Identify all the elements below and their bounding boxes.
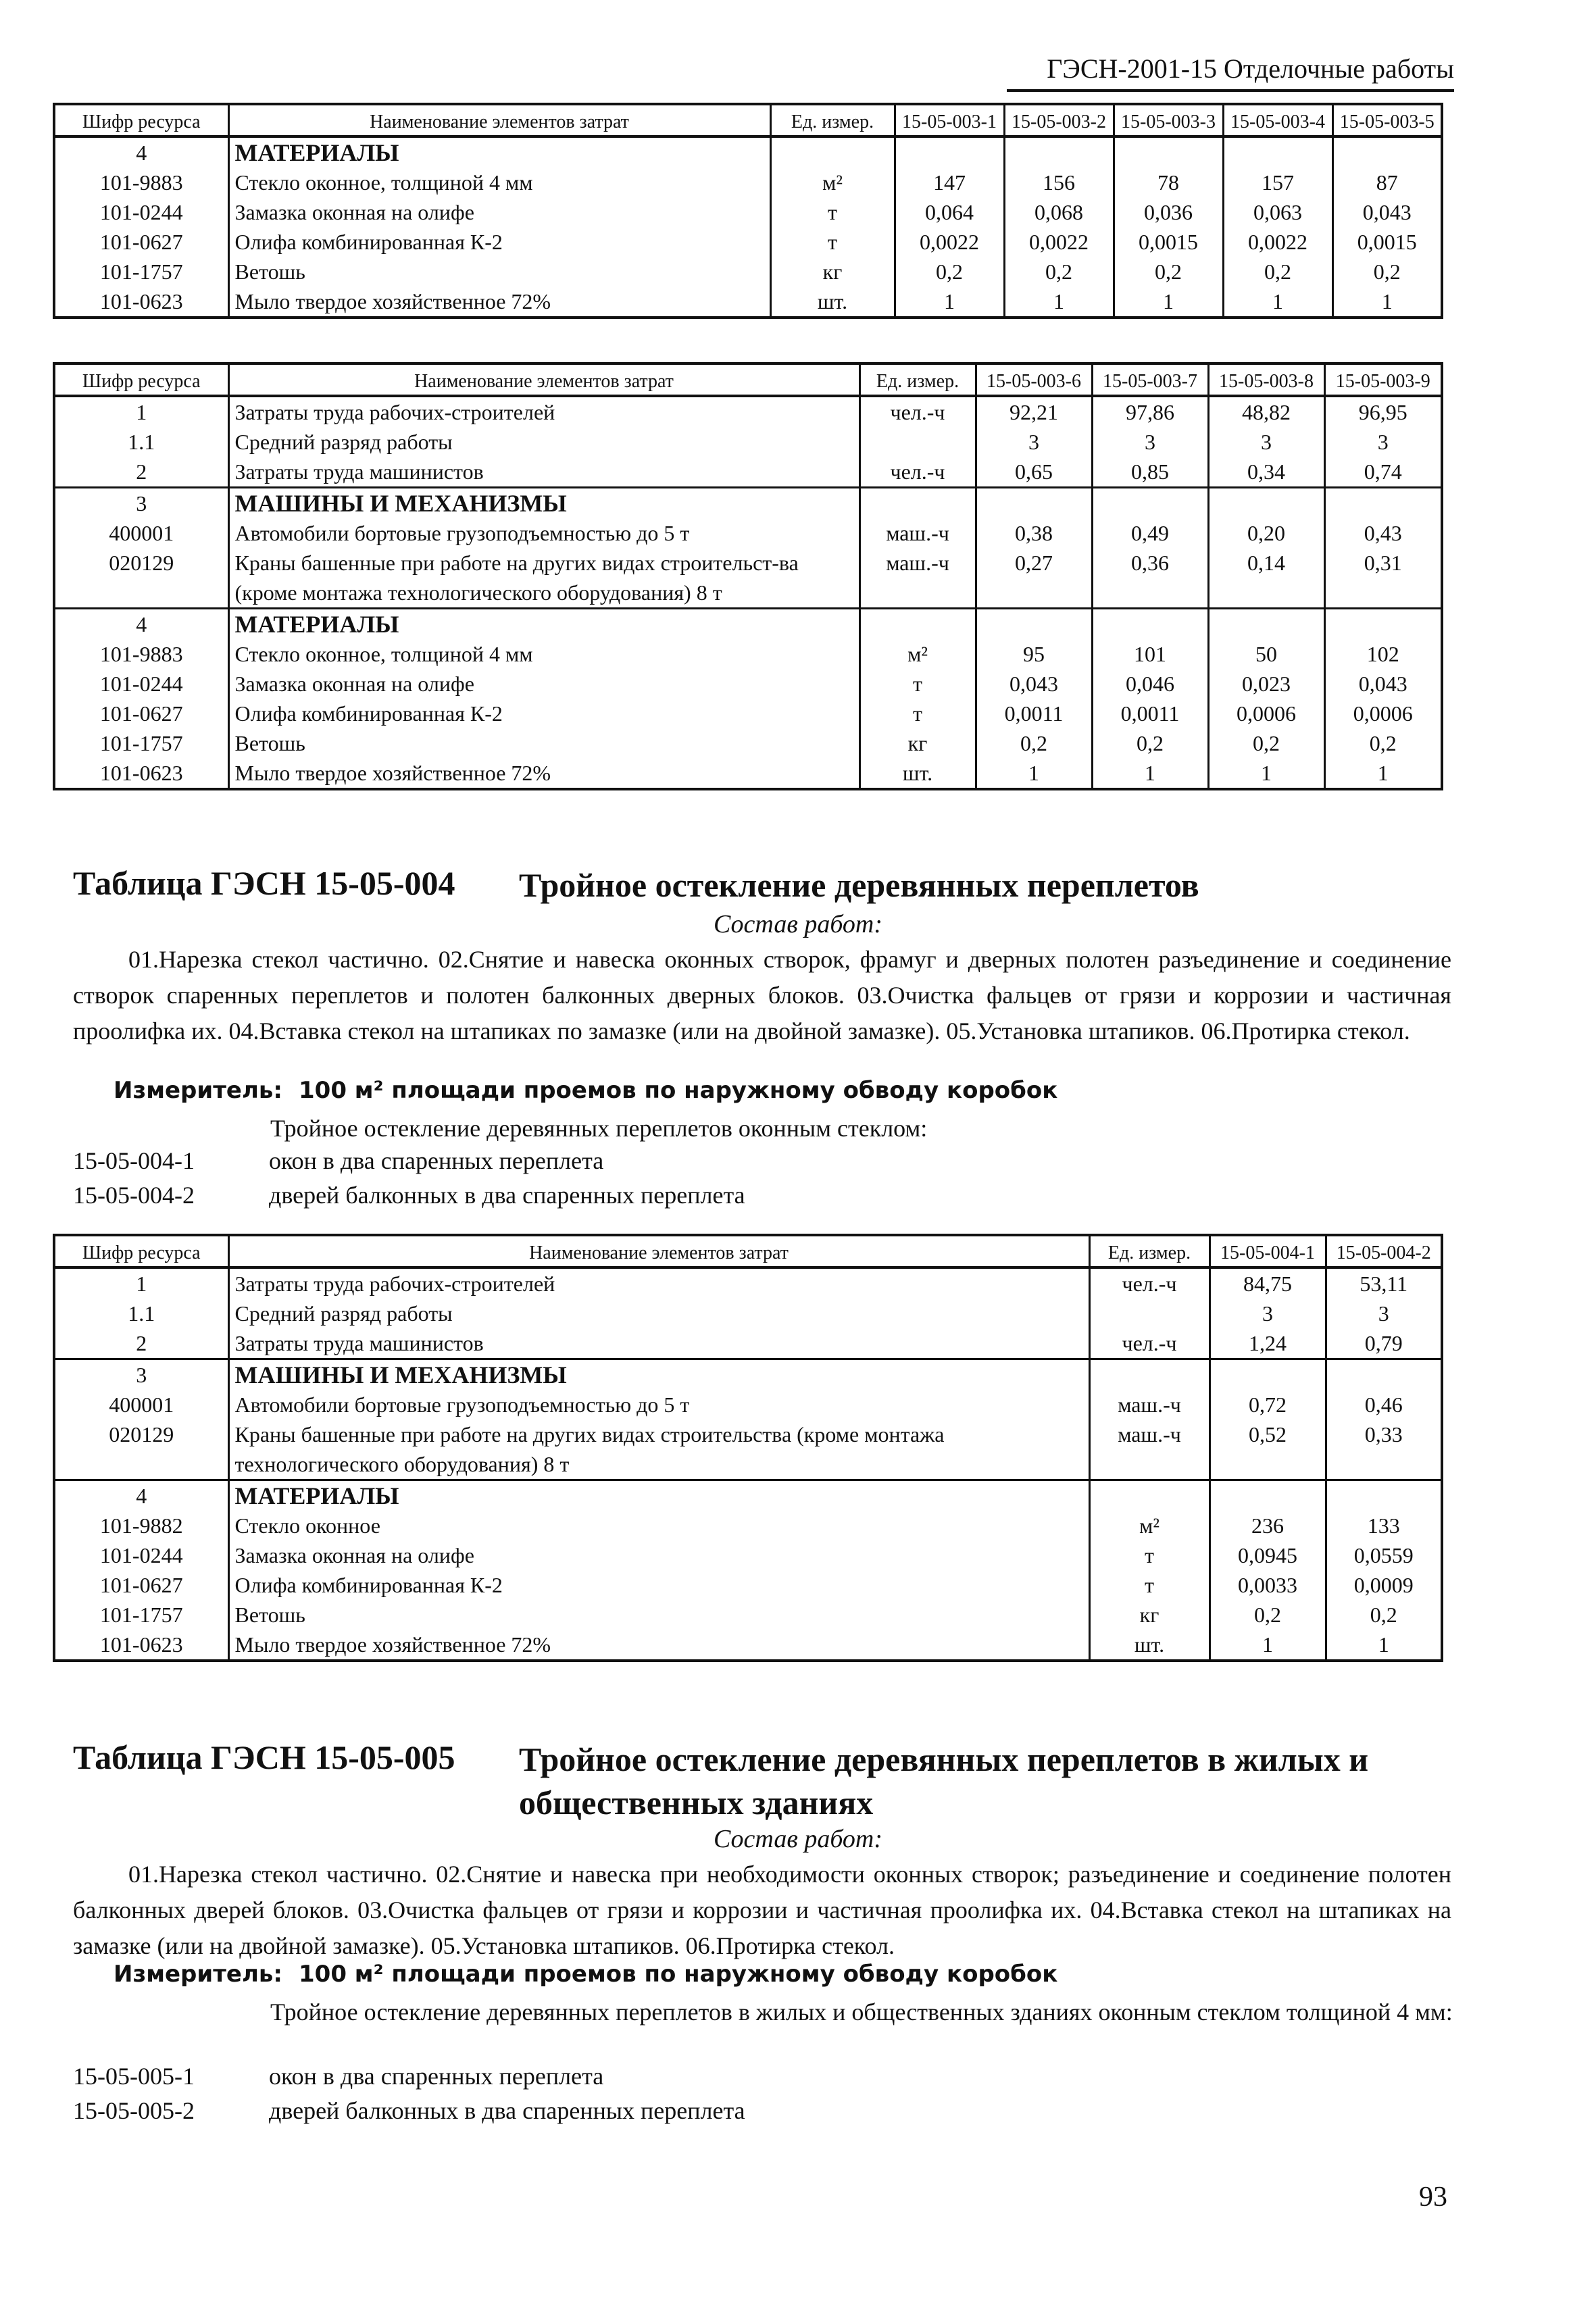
value-cell: 0,46 [1326,1390,1442,1419]
value-cell [1210,1480,1326,1511]
column-header-norm: 15-05-003-9 [1324,363,1442,396]
resource-name-cell: Стекло оконное [228,1511,1089,1540]
section-row [54,136,1442,168]
value-cell: 97,86 [1092,396,1208,427]
norm-item-code: 15-05-005-2 [73,2097,195,2124]
resource-name-cell: Мыло твердое хозяйственное 72% [228,758,859,789]
unit-cell: т [859,669,976,699]
value-cell: 0,023 [1208,669,1324,699]
meter-label: Измеритель: [114,1961,282,1988]
unit-cell [1089,1359,1210,1390]
value-cell: 1 [1223,286,1332,318]
value-cell: 0,0006 [1208,699,1324,728]
value-cell: 0,52 [1210,1419,1326,1480]
table-row [54,728,1442,758]
value-cell: 0,2 [1210,1600,1326,1630]
unit-cell [1089,1480,1210,1511]
resource-code-cell: 101-0244 [54,1540,228,1570]
value-cell: 1,24 [1210,1328,1326,1359]
table-row [54,548,1442,609]
resource-code-cell: 101-0627 [54,699,228,728]
value-cell: 0,043 [976,669,1092,699]
value-cell: 0,34 [1208,457,1324,488]
resource-name-cell: Затраты труда машинистов [228,457,859,488]
column-header-norm: 15-05-003-1 [895,104,1004,136]
table-row [54,257,1442,286]
value-cell: 1 [1208,758,1324,789]
resource-table-003-6-9 [53,362,1443,790]
unit-cell: т [859,699,976,728]
value-cell: 3 [1092,427,1208,457]
value-cell: 53,11 [1326,1267,1442,1299]
value-cell: 101 [1092,639,1208,669]
value-cell: 48,82 [1208,396,1324,427]
value-cell: 147 [895,168,1004,197]
value-cell: 0,2 [1114,257,1223,286]
resource-code-cell: 400001 [54,518,228,548]
value-cell: 0,0022 [1223,227,1332,257]
resource-code-cell: 400001 [54,1390,228,1419]
table-row [54,396,1442,427]
value-cell: 3 [1326,1299,1442,1328]
table-number: Таблица ГЭСН 15-05-004 [73,864,455,902]
norm-item-text: окон в два спаренных переплета [269,1147,604,1174]
value-cell: 87 [1332,168,1442,197]
resource-table-004 [53,1234,1443,1662]
work-composition-text: 01.Нарезка стекол частично. 02.Снятие и навеска оконных створок, фрамуг и дверных полотен разъединение и соединение створок спаренных переплетов и полотен балконных дверных блоков. 03.Очистка фальцев от грязи и коррозии и частичная проолифка их. 04.Вставка стекол на штапиках по замазке (или на двойной замазке). 05.Установка штапиков. 06.Протирка стекол. [73,946,1451,1045]
unit-cell: м² [770,168,895,197]
value-cell: 0,043 [1324,669,1442,699]
unit-cell [859,609,976,640]
norm-subtitle: Тройное остекление деревянных переплетов в жилых и общественных зданиях оконным стеклом толщиной 4 мм: [270,1998,1453,2026]
meter-label: Измеритель: [114,1077,282,1104]
table-row [54,1267,1442,1299]
section-title-cell: МАТЕРИАЛЫ [228,609,859,640]
table-row [54,1630,1442,1661]
value-cell: 84,75 [1210,1267,1326,1299]
unit-cell: т [1089,1540,1210,1570]
resource-code-cell: 101-1757 [54,257,228,286]
resource-code-cell: 020129 [54,1419,228,1480]
value-cell: 0,0945 [1210,1540,1326,1570]
resource-name-cell: Мыло твердое хозяйственное 72% [228,1630,1089,1661]
value-cell: 0,0559 [1326,1540,1442,1570]
value-cell: 0,2 [1004,257,1114,286]
value-cell [1210,1359,1326,1390]
table-heading: Тройное остекление деревянных переплетов в жилых и общественных зданиях [519,1740,1369,1821]
norm-item-code: 15-05-005-1 [73,2063,195,2090]
value-cell: 0,0015 [1114,227,1223,257]
value-cell: 3 [1208,427,1324,457]
resource-name-cell: Ветошь [228,257,770,286]
column-header-norm: 15-05-003-6 [976,363,1092,396]
value-cell: 0,36 [1092,548,1208,609]
table-row [54,1299,1442,1328]
value-cell: 0,2 [1326,1600,1442,1630]
page-number: 93 [1419,2182,1447,2213]
running-header: ГЭСН-2001-15 Отделочные работы [1047,53,1454,84]
value-cell: 102 [1324,639,1442,669]
table-header-row [54,363,1442,396]
value-cell [1326,1480,1442,1511]
unit-cell: маш.-ч [1089,1419,1210,1480]
value-cell: 1 [1210,1630,1326,1661]
column-header-unit: Ед. измер. [1089,1235,1210,1267]
norm-item-text: дверей балконных в два спаренных переплета [269,1182,745,1209]
resource-name-cell: Средний разряд работы [228,1299,1089,1328]
value-cell [1004,136,1114,168]
work-composition-heading: Состав работ: [713,910,883,938]
value-cell: 0,0006 [1324,699,1442,728]
column-header-name: Наименование элементов затрат [228,363,859,396]
value-cell: 1 [1004,286,1114,318]
value-cell: 0,0011 [976,699,1092,728]
table-heading: Тройное остекление деревянных переплетов [519,866,1199,904]
resource-name-cell: Олифа комбинированная К-2 [228,1570,1089,1600]
value-cell: 0,85 [1092,457,1208,488]
column-header-code: Шифр ресурса [54,1235,228,1267]
norm-item-text: дверей балконных в два спаренных переплета [269,2097,745,2124]
value-cell: 0,0033 [1210,1570,1326,1600]
section-row [54,1359,1442,1390]
resource-code-cell: 101-1757 [54,1600,228,1630]
table-row [54,639,1442,669]
value-cell: 0,38 [976,518,1092,548]
unit-cell: кг [770,257,895,286]
column-header-norm: 15-05-003-5 [1332,104,1442,136]
section-title-cell: МАШИНЫ И МЕХАНИЗМЫ [228,1359,1089,1390]
value-cell: 0,49 [1092,518,1208,548]
value-cell: 0,65 [976,457,1092,488]
resource-name-cell: Замазка оконная на олифе [228,669,859,699]
section-title-cell: МАТЕРИАЛЫ [228,136,770,168]
unit-cell: чел.-ч [859,396,976,427]
table-row [54,1419,1442,1480]
unit-cell: маш.-ч [859,548,976,609]
resource-code-cell: 1.1 [54,1299,228,1328]
resource-name-cell: Затраты труда рабочих-строителей [228,1267,1089,1299]
unit-cell: маш.-ч [859,518,976,548]
norm-item-code: 15-05-004-2 [73,1182,195,1209]
resource-code-cell: 101-9883 [54,168,228,197]
resource-name-cell: Ветошь [228,1600,1089,1630]
resource-name-cell: Замазка оконная на олифе [228,197,770,227]
table-row [54,1540,1442,1570]
value-cell: 0,064 [895,197,1004,227]
value-cell: 0,74 [1324,457,1442,488]
column-header-norm: 15-05-004-1 [1210,1235,1326,1267]
meter-value: 100 м² площади проемов по наружному обводу коробок [299,1961,1058,1988]
table-row [54,1328,1442,1359]
value-cell [1208,609,1324,640]
section-row [54,488,1442,519]
value-cell: 0,31 [1324,548,1442,609]
resource-code-cell: 2 [54,457,228,488]
table-row [54,1390,1442,1419]
meter-line [114,1961,1057,1988]
resource-name-cell: Стекло оконное, толщиной 4 мм [228,639,859,669]
value-cell: 0,2 [1092,728,1208,758]
unit-cell: м² [859,639,976,669]
value-cell [1208,488,1324,519]
resource-code-cell: 4 [54,1480,228,1511]
value-cell: 0,0022 [895,227,1004,257]
work-composition-text: 01.Нарезка стекол частично. 02.Снятие и навеска при необходимости оконных створок; разъединение и соединение полотен балконных дверей блоков. 03.Очистка фальцев от грязи и коррозии и частичная проолифка их. 04.Вставка стекол на штапиках на замазке (или на двойной замазке). 05.Установка штапиков. 06.Протирка стекол. [73,1861,1451,1959]
resource-code-cell: 101-9883 [54,639,228,669]
table-header-row [54,1235,1442,1267]
header-rule [1007,89,1454,92]
value-cell: 0,72 [1210,1390,1326,1419]
table-row [54,1570,1442,1600]
value-cell [1223,136,1332,168]
table-row [54,427,1442,457]
resource-name-cell: Автомобили бортовые грузоподъемностью до 5 т [228,518,859,548]
value-cell: 236 [1210,1511,1326,1540]
unit-cell: шт. [1089,1630,1210,1661]
value-cell: 3 [1324,427,1442,457]
table-row [54,168,1442,197]
value-cell: 0,27 [976,548,1092,609]
value-cell [1324,488,1442,519]
value-cell: 0,0015 [1332,227,1442,257]
resource-code-cell: 020129 [54,548,228,609]
table-row [54,457,1442,488]
value-cell: 78 [1114,168,1223,197]
resource-name-cell: Олифа комбинированная К-2 [228,227,770,257]
resource-name-cell: Автомобили бортовые грузоподъемностью до 5 т [228,1390,1089,1419]
column-header-code: Шифр ресурса [54,363,228,396]
norm-item-text: окон в два спаренных переплета [269,2063,604,2090]
column-header-name: Наименование элементов затрат [228,104,770,136]
resource-code-cell: 1 [54,1267,228,1299]
value-cell: 0,33 [1326,1419,1442,1480]
value-cell: 0,2 [1324,728,1442,758]
value-cell: 1 [1324,758,1442,789]
resource-name-cell: Олифа комбинированная К-2 [228,699,859,728]
unit-cell: маш.-ч [1089,1390,1210,1419]
resource-code-cell: 4 [54,609,228,640]
value-cell: 0,0022 [1004,227,1114,257]
value-cell [1332,136,1442,168]
resource-code-cell: 101-0244 [54,197,228,227]
value-cell: 133 [1326,1511,1442,1540]
norm-item [73,1181,745,1209]
value-cell: 0,036 [1114,197,1223,227]
value-cell [1326,1359,1442,1390]
resource-name-cell: Затраты труда рабочих-строителей [228,396,859,427]
unit-cell [770,136,895,168]
resource-code-cell: 101-1757 [54,728,228,758]
value-cell [1324,609,1442,640]
value-cell: 0,063 [1223,197,1332,227]
unit-cell: чел.-ч [1089,1328,1210,1359]
value-cell: 96,95 [1324,396,1442,427]
value-cell: 1 [895,286,1004,318]
value-cell: 0,20 [1208,518,1324,548]
column-header-norm: 15-05-004-2 [1326,1235,1442,1267]
unit-cell: кг [1089,1600,1210,1630]
resource-code-cell: 101-0627 [54,227,228,257]
resource-code-cell: 101-9882 [54,1511,228,1540]
norm-item [73,2096,745,2125]
resource-name-cell: Стекло оконное, толщиной 4 мм [228,168,770,197]
meter-line [114,1077,1057,1104]
unit-cell: кг [859,728,976,758]
table-row [54,227,1442,257]
unit-cell: чел.-ч [1089,1267,1210,1299]
value-cell: 3 [1210,1299,1326,1328]
table-header-row [54,104,1442,136]
column-header-norm: 15-05-003-2 [1004,104,1114,136]
resource-code-cell: 4 [54,136,228,168]
table-row [54,758,1442,789]
value-cell: 92,21 [976,396,1092,427]
norm-item [73,2062,603,2090]
unit-cell: м² [1089,1511,1210,1540]
resource-code-cell: 101-0623 [54,1630,228,1661]
norm-item [73,1147,603,1175]
table-row [54,286,1442,318]
table-row [54,1511,1442,1540]
column-header-norm: 15-05-003-3 [1114,104,1223,136]
unit-cell: шт. [770,286,895,318]
value-cell: 0,2 [1223,257,1332,286]
unit-cell [1089,1299,1210,1328]
value-cell [1114,136,1223,168]
meter-value: 100 м² площади проемов по наружному обводу коробок [299,1077,1058,1104]
unit-cell: шт. [859,758,976,789]
value-cell: 0,043 [1332,197,1442,227]
resource-code-cell: 2 [54,1328,228,1359]
resource-table-003-1-5 [53,103,1443,319]
resource-code-cell: 3 [54,488,228,519]
norm-subtitle: Тройное остекление деревянных переплетов оконным стеклом: [270,1115,928,1142]
value-cell: 0,79 [1326,1328,1442,1359]
table-row [54,1600,1442,1630]
unit-cell: т [770,197,895,227]
section-title-cell: МАШИНЫ И МЕХАНИЗМЫ [228,488,859,519]
value-cell: 1 [1114,286,1223,318]
column-header-norm: 15-05-003-8 [1208,363,1324,396]
column-header-code: Шифр ресурса [54,104,228,136]
table-number: Таблица ГЭСН 15-05-005 [73,1738,455,1776]
value-cell: 0,14 [1208,548,1324,609]
table-row [54,669,1442,699]
resource-name-cell: Затраты труда машинистов [228,1328,1089,1359]
resource-name-cell: Краны башенные при работе на других видах строительства (кроме монтажа технологического оборудования) 8 т [228,1419,1089,1480]
value-cell [1092,609,1208,640]
column-header-norm: 15-05-003-4 [1223,104,1332,136]
resource-code-cell: 101-0623 [54,286,228,318]
table-row [54,518,1442,548]
resource-code-cell: 1.1 [54,427,228,457]
value-cell: 0,0011 [1092,699,1208,728]
value-cell: 0,2 [1332,257,1442,286]
value-cell: 0,2 [1208,728,1324,758]
value-cell: 0,43 [1324,518,1442,548]
norm-item-code: 15-05-004-1 [73,1147,195,1174]
resource-name-cell: Краны башенные при работе на других видах строительст-ва (кроме монтажа технологического оборудования) 8 т [228,548,859,609]
resource-name-cell: Ветошь [228,728,859,758]
unit-cell [859,488,976,519]
column-header-unit: Ед. измер. [770,104,895,136]
section-row [54,609,1442,640]
resource-code-cell: 3 [54,1359,228,1390]
value-cell: 1 [1332,286,1442,318]
resource-code-cell: 101-0623 [54,758,228,789]
column-header-unit: Ед. измер. [859,363,976,396]
resource-code-cell: 101-0244 [54,669,228,699]
table-row [54,699,1442,728]
value-cell [1092,488,1208,519]
column-header-norm: 15-05-003-7 [1092,363,1208,396]
unit-cell [859,427,976,457]
value-cell: 1 [1092,758,1208,789]
section-title-cell: МАТЕРИАЛЫ [228,1480,1089,1511]
resource-code-cell: 101-0627 [54,1570,228,1600]
unit-cell: чел.-ч [859,457,976,488]
value-cell [976,488,1092,519]
value-cell: 0,2 [976,728,1092,758]
resource-code-cell: 1 [54,396,228,427]
value-cell: 0,046 [1092,669,1208,699]
resource-name-cell: Замазка оконная на олифе [228,1540,1089,1570]
unit-cell: т [1089,1570,1210,1600]
value-cell: 156 [1004,168,1114,197]
resource-name-cell: Мыло твердое хозяйственное 72% [228,286,770,318]
value-cell: 0,068 [1004,197,1114,227]
value-cell: 3 [976,427,1092,457]
value-cell: 0,0009 [1326,1570,1442,1600]
resource-name-cell: Средний разряд работы [228,427,859,457]
value-cell: 95 [976,639,1092,669]
work-composition-heading: Состав работ: [713,1825,883,1853]
value-cell [895,136,1004,168]
value-cell [976,609,1092,640]
value-cell: 157 [1223,168,1332,197]
table-row [54,197,1442,227]
unit-cell: т [770,227,895,257]
value-cell: 50 [1208,639,1324,669]
value-cell: 1 [976,758,1092,789]
value-cell: 0,2 [895,257,1004,286]
column-header-name: Наименование элементов затрат [228,1235,1089,1267]
section-row [54,1480,1442,1511]
value-cell: 1 [1326,1630,1442,1661]
